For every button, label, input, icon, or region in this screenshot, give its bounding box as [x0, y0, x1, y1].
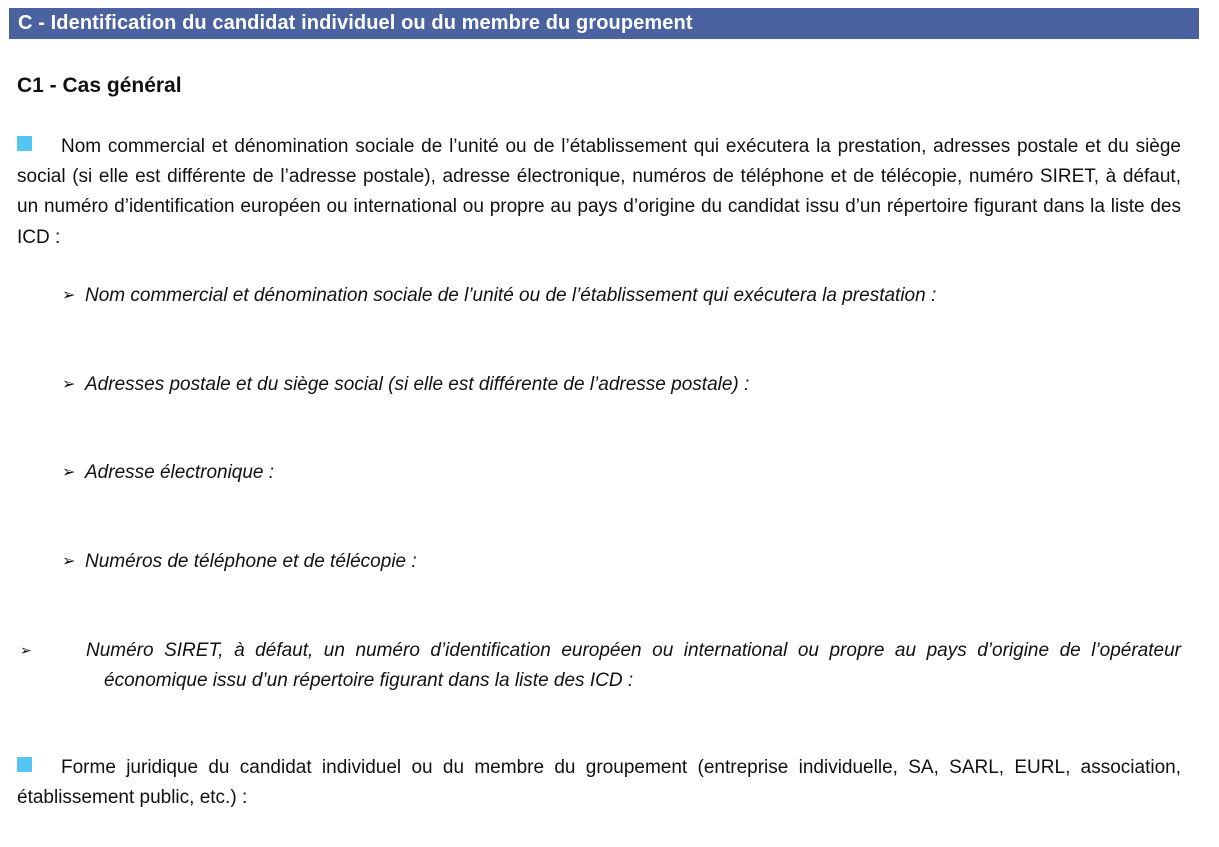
arrow-bullet-icon: ➢	[62, 553, 76, 570]
subsection-title: C1 - Cas général	[17, 74, 182, 97]
list-item-label: Numéro SIRET, à défaut, un numéro d’identification européen ou international ou propre au pays d’origine de l’opérateur économique issu d’un répertoire figurant dans la liste des ICD :	[86, 640, 1181, 691]
paragraph-text: Forme juridique du candidat individuel ou du membre du groupement (entreprise individuelle, SA, SARL, EURL, association, établissement public, etc.) :	[17, 757, 1181, 809]
list-item-siret	[20, 636, 1181, 695]
square-bullet-icon	[17, 757, 32, 772]
paragraph-contact-info	[17, 132, 1181, 253]
arrow-bullet-icon: ➢	[62, 464, 76, 481]
section-header-bar	[9, 8, 1199, 39]
list-item-addresses	[62, 370, 749, 400]
arrow-bullet-icon: ➢	[62, 376, 76, 393]
list-item-label: Nom commercial et dénomination sociale de l’unité ou de l’établissement qui exécutera la prestation :	[85, 285, 937, 306]
section-title: C - Identification du candidat individuel ou du membre du groupement	[18, 12, 693, 34]
list-item-label: Adresse électronique :	[85, 462, 275, 483]
list-item-label: Numéros de téléphone et de télécopie :	[85, 551, 417, 572]
square-bullet-icon	[17, 136, 32, 151]
arrow-bullet-icon: ➢	[62, 287, 76, 304]
list-item-label: Adresses postale et du siège social (si elle est différente de l’adresse postale) :	[85, 374, 750, 395]
list-item-email	[62, 458, 274, 488]
paragraph-legal-form	[17, 753, 1181, 813]
list-item-phone-fax	[62, 547, 417, 577]
paragraph-text: Nom commercial et dénomination sociale de l’unité ou de l’établissement qui exécutera la prestation, adresses postale et du siège social (si elle est différente de l’adresse postale), adresse électronique, numéros de téléphone et de télécopie, numéro SIRET, à défaut, un numéro d’identification européen ou international ou propre au pays d’origine du candidat issu d’un répertoire figurant dans la liste des ICD :	[17, 136, 1181, 248]
arrow-bullet-icon: ➢	[20, 642, 32, 658]
list-item-commercial-name	[62, 281, 936, 311]
